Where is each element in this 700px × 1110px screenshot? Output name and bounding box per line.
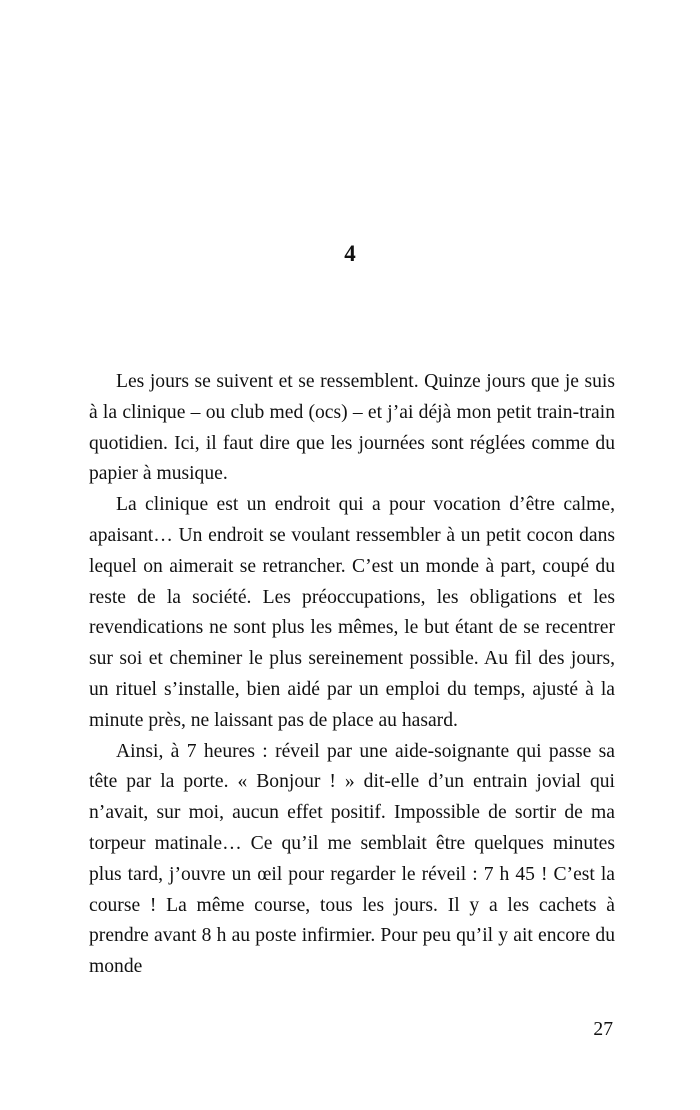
page-number: 27 — [593, 1019, 613, 1040]
paragraph-2: La clinique est un endroit qui a pour vocation d’être calme, apaisant… Un endroit se voulant ressembler à un petit cocon dans lequel on aimerait se retrancher. C’est un monde à part, coupé du reste de la société. Les préoccupations, les obligations et les revendications ne sont plus les mêmes, le but étant de se recentrer sur soi et cheminer le plus sereinement possible. Au fil des jours, un rituel s’installe, bien aidé par un emploi du temps, ajusté à la minute près, ne laissant pas de place au hasard. — [89, 494, 615, 731]
paragraph-3: Ainsi, à 7 heures : réveil par une aide-soignante qui passe sa tête par la porte. « Bonjour ! » dit-elle d’un entrain jovial qui n’avait, sur moi, aucun effet positif. Impossible de sortir de ma torpeur matinale… Ce qu’il me semblait être quelques minutes plus tard, j’ouvre un œil pour regarder le réveil : 7 h 45 ! C’est la course ! La même course, tous les jours. Il y a les cachets à prendre avant 8 h au poste infirmier. Pour peu qu’il y ait encore du monde — [89, 740, 615, 978]
paragraph-1: Les jours se suivent et se ressemblent. Quinze jours que je suis à la clinique – ou club med (ocs) – et j’ai déjà mon petit train-train quotidien. Ici, il faut dire que les journées sont réglées comme du papier à musique. — [89, 371, 615, 485]
chapter-number: 4 — [344, 241, 356, 266]
body-text — [89, 367, 615, 983]
